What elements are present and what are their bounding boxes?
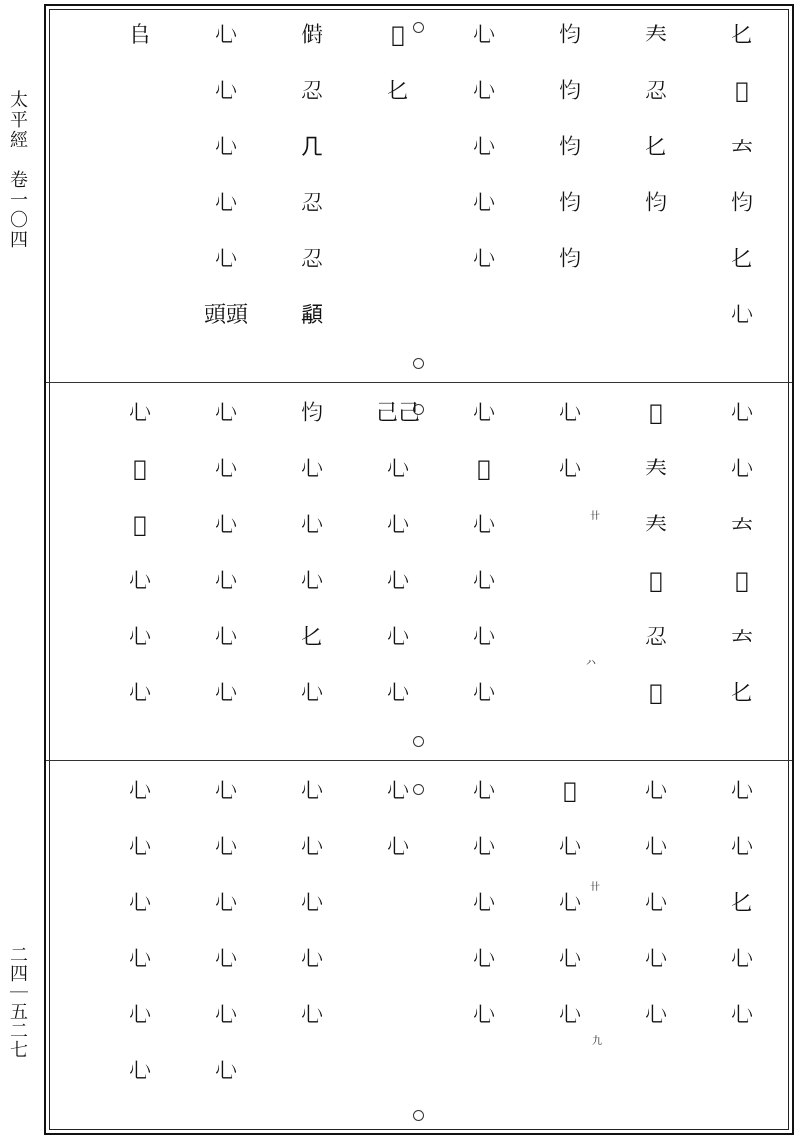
seal-glyph: 𢖩 <box>472 681 495 706</box>
seal-glyph: 𠣐 <box>735 79 749 104</box>
seal-glyph: 𢖩 <box>472 79 495 104</box>
seal-glyph: 𢖩 <box>472 247 495 272</box>
seal-glyph: 𢖩 <box>214 513 237 538</box>
seal-glyph: 𢖩 <box>300 681 323 706</box>
text-column <box>532 400 608 752</box>
seal-glyph: 𢖩 <box>386 569 409 594</box>
text-block <box>96 778 786 1128</box>
seal-glyph: 𢖩 <box>386 625 409 650</box>
seal-glyph: 𢖩 <box>558 401 581 426</box>
seal-glyph: 𢖩 <box>730 1003 753 1028</box>
seal-glyph: 𢖫 <box>300 247 323 272</box>
seal-glyph: 𢖩 <box>472 947 495 972</box>
block-divider <box>46 760 792 761</box>
marginal-note: ハ <box>586 658 596 669</box>
seal-glyph: 𢗋 <box>300 401 323 426</box>
seal-glyph: 𢖩 <box>472 23 495 48</box>
seal-glyph: 𢖩 <box>730 947 753 972</box>
text-column <box>102 778 178 1128</box>
text-column <box>274 400 350 752</box>
seal-glyph: 𢖩 <box>214 191 237 216</box>
seal-glyph: 𤇺 <box>735 569 749 594</box>
seal-glyph: 𠤎 <box>730 891 753 916</box>
seal-glyph: 𠣐 <box>649 569 663 594</box>
seal-glyph: 𢖩 <box>644 835 667 860</box>
marginal-note: 九 <box>592 1036 602 1047</box>
margin-title: 太平經 卷一〇四 <box>7 90 28 250</box>
text-column <box>102 22 178 374</box>
text-column <box>188 22 264 374</box>
seal-glyph: 𢖩 <box>472 135 495 160</box>
seal-glyph: 𢖩 <box>214 947 237 972</box>
text-column <box>532 778 608 1128</box>
seal-glyph: 𢖩 <box>730 303 753 328</box>
text-column <box>446 400 522 752</box>
text-column <box>188 778 264 1128</box>
seal-glyph: 𢖫 <box>300 79 323 104</box>
seal-glyph: 𠫓 <box>730 625 753 650</box>
marginal-note: 卄 <box>590 882 600 893</box>
seal-glyph: 𢖫 <box>300 191 323 216</box>
seal-glyph: 𢖩 <box>300 513 323 538</box>
seal-glyph: 𢖩 <box>558 891 581 916</box>
seal-glyph: 𠤎 <box>730 247 753 272</box>
seal-glyph: 𤇺 <box>133 513 147 538</box>
seal-glyph: 𢖩 <box>300 457 323 482</box>
seal-glyph: 𢖩 <box>214 135 237 160</box>
text-column <box>274 22 350 374</box>
seal-glyph: 𢖩 <box>300 1003 323 1028</box>
seal-glyph: 𢖩 <box>472 191 495 216</box>
seal-glyph: 𢖩 <box>128 625 151 650</box>
seal-glyph: 𢖩 <box>128 569 151 594</box>
seal-glyph: 𠤎 <box>300 625 323 650</box>
seal-glyph: 己己 <box>375 401 420 426</box>
seal-glyph: 𢖩 <box>472 569 495 594</box>
seal-glyph: 𢖫 <box>644 625 667 650</box>
seal-glyph: 𢖩 <box>300 947 323 972</box>
seal-glyph: 𢖩 <box>472 1003 495 1028</box>
seal-glyph: 𢖩 <box>128 1003 151 1028</box>
text-column <box>102 400 178 752</box>
seal-glyph: 𤇺 <box>563 779 577 804</box>
seal-glyph: 𡗗 <box>644 513 667 538</box>
text-column <box>704 22 780 374</box>
seal-glyph: 𢖫 <box>644 79 667 104</box>
seal-glyph: 𢖩 <box>558 947 581 972</box>
seal-glyph: 𢖩 <box>214 569 237 594</box>
seal-glyph: 𢖩 <box>214 681 237 706</box>
seal-glyph: 𢖩 <box>214 23 237 48</box>
seal-glyph: 𢖩 <box>300 569 323 594</box>
seal-glyph: 𤇺 <box>133 457 147 482</box>
text-column <box>618 400 694 752</box>
seal-glyph: 𢖩 <box>214 79 237 104</box>
seal-glyph: 𠤎 <box>730 23 753 48</box>
seal-glyph: 𢖩 <box>128 947 151 972</box>
seal-glyph: 𡗗 <box>644 23 667 48</box>
seal-glyph: 𢖩 <box>386 513 409 538</box>
seal-glyph: 𢖩 <box>214 1003 237 1028</box>
seal-glyph: 𢖩 <box>386 457 409 482</box>
seal-glyph: 𢖩 <box>472 513 495 538</box>
seal-glyph: 𤇺 <box>649 681 663 706</box>
text-block <box>96 400 786 752</box>
text-column <box>360 22 436 374</box>
seal-glyph: 𢖩 <box>214 457 237 482</box>
seal-glyph: 𠤎 <box>386 79 409 104</box>
seal-glyph: 𤇺 <box>391 23 405 48</box>
seal-glyph: 𢗋 <box>558 247 581 272</box>
seal-glyph: 𢖩 <box>214 401 237 426</box>
seal-glyph: 𢗋 <box>558 135 581 160</box>
seal-glyph: 𡗗 <box>644 457 667 482</box>
text-column <box>532 22 608 374</box>
seal-glyph: 𠫓 <box>730 135 753 160</box>
seal-glyph: 𢖩 <box>128 835 151 860</box>
text-column <box>274 778 350 1128</box>
seal-glyph: 𢖩 <box>214 779 237 804</box>
seal-glyph: 𢖩 <box>730 457 753 482</box>
seal-glyph: 𢖩 <box>128 891 151 916</box>
seal-glyph: 𢖩 <box>644 891 667 916</box>
seal-glyph: 𢗋 <box>558 79 581 104</box>
seal-glyph: 𤇺 <box>477 457 491 482</box>
seal-glyph: 𢖩 <box>730 835 753 860</box>
seal-glyph: 𢖩 <box>472 625 495 650</box>
seal-glyph: 𢖩 <box>386 779 409 804</box>
seal-glyph: 𠂤 <box>128 23 151 48</box>
seal-glyph: 𢗋 <box>558 191 581 216</box>
text-column <box>618 778 694 1128</box>
seal-glyph: 𢖩 <box>300 835 323 860</box>
seal-glyph: 𠤎 <box>730 681 753 706</box>
seal-glyph: 𠘧 <box>300 135 323 160</box>
text-frame <box>44 4 794 1135</box>
text-column <box>360 778 436 1128</box>
text-column <box>446 22 522 374</box>
seal-glyph: 𢖩 <box>472 401 495 426</box>
seal-glyph: 𢖩 <box>730 779 753 804</box>
seal-glyph: 𢖩 <box>472 779 495 804</box>
text-column <box>704 778 780 1128</box>
seal-glyph: 𠍰 <box>300 23 323 48</box>
marginal-note: 卄 <box>590 511 600 522</box>
seal-glyph: 𠤎 <box>644 135 667 160</box>
seal-glyph: 𢖩 <box>558 1003 581 1028</box>
seal-glyph: 𢖩 <box>214 247 237 272</box>
seal-glyph: 𢖩 <box>300 779 323 804</box>
seal-glyph: 𢖩 <box>644 1003 667 1028</box>
text-column <box>360 400 436 752</box>
seal-glyph: 𢖩 <box>214 625 237 650</box>
seal-glyph: 𢗋 <box>730 191 753 216</box>
seal-glyph: 頭頭 <box>203 303 248 328</box>
margin-page-number: 二四｜五二七 <box>7 945 28 1059</box>
text-block <box>96 22 786 374</box>
seal-glyph: 𢖩 <box>128 779 151 804</box>
seal-glyph: 𤇺 <box>649 401 663 426</box>
seal-glyph: 𢖩 <box>300 891 323 916</box>
seal-glyph: 𢖩 <box>386 835 409 860</box>
seal-glyph: 𢖩 <box>214 1059 237 1084</box>
seal-glyph: 𢖩 <box>558 835 581 860</box>
seal-glyph: 𢖩 <box>472 835 495 860</box>
seal-glyph: 𢖩 <box>472 891 495 916</box>
seal-glyph: 𢖩 <box>214 835 237 860</box>
seal-glyph: 𢖩 <box>128 681 151 706</box>
seal-glyph: 𠫓 <box>730 513 753 538</box>
seal-glyph: 𢖩 <box>558 457 581 482</box>
seal-glyph: 𢖩 <box>214 891 237 916</box>
block-divider <box>46 382 792 383</box>
seal-glyph: 𢗋 <box>644 191 667 216</box>
seal-glyph: 𩓿 <box>300 303 323 328</box>
text-column <box>446 778 522 1128</box>
seal-glyph: 𢖩 <box>730 401 753 426</box>
seal-glyph: 𢖩 <box>386 681 409 706</box>
seal-glyph: 𢖩 <box>644 779 667 804</box>
seal-glyph: 𢗋 <box>558 23 581 48</box>
text-column <box>188 400 264 752</box>
seal-glyph: 𢖩 <box>128 401 151 426</box>
seal-glyph: 𢖩 <box>644 947 667 972</box>
text-column <box>618 22 694 374</box>
text-column <box>704 400 780 752</box>
seal-glyph: 𢖩 <box>128 1059 151 1084</box>
